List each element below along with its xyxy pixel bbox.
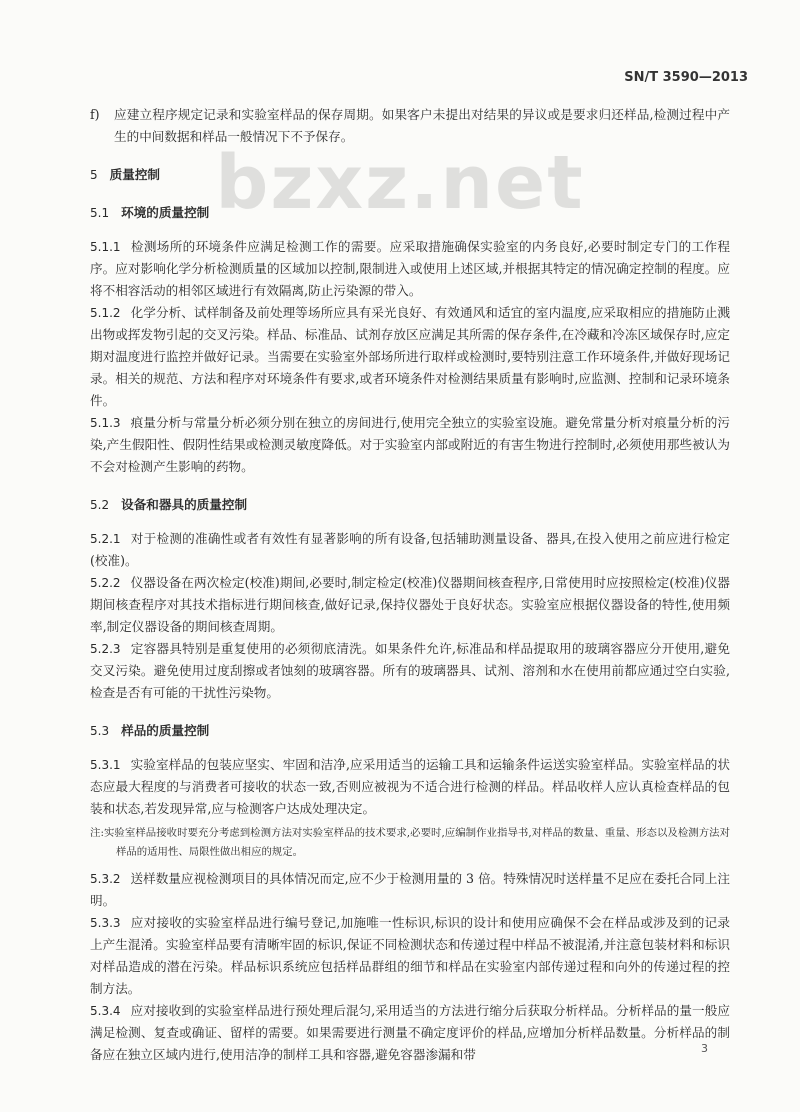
clause-text: 化学分析、试样制备及前处理等场所应具有采光良好、有效通风和适宜的室内温度,应采取相应的措施防止溅出物或挥发物引起的交叉污染。样品、标准品、试剂存放区应满足其所需的保存条件,在冷藏和冷冻区域保存时,应定期对温度进行监控并做好记录。当需要在实验室外部场所进行取样或检测时,要特别注意工作环境条件,并做好现场记录。相关的规范、方法和程序对环境条件有要求,或者环境条件对检测结果质量有影响时,应监测、控制和记录环境条件。 — [90, 305, 730, 408]
clause-number: 5.3.2 — [90, 872, 121, 886]
clause-5-3-3 — [90, 912, 730, 1000]
section-number: 5.2 — [90, 498, 110, 512]
section-number: 5.1 — [90, 206, 110, 220]
clause-number: 5.3.4 — [90, 1004, 121, 1018]
clause-text: 对于检测的准确性或者有效性有显著影响的所有设备,包括辅助测量设备、器具,在投入使用之前应进行检定(校准)。 — [90, 531, 730, 568]
section-title: 质量控制 — [109, 167, 161, 182]
clause-5-2-2 — [90, 572, 730, 638]
section-5-3-heading — [90, 720, 730, 742]
clause-number: 5.2.2 — [90, 576, 121, 590]
clause-text: 定容器具特别是重复使用的必须彻底清洗。如果条件允许,标准品和样品提取用的玻璃容器应分开使用,避免交叉污染。避免使用过度刮擦或者蚀刻的玻璃容器。所有的玻璃器具、试剂、溶剂和水在使用前都应通过空白实验,检查是否有可能的干扰性污染物。 — [90, 641, 730, 700]
section-title: 样品的质量控制 — [121, 723, 210, 738]
clause-5-1-2 — [90, 302, 730, 412]
clause-text: 送样数量应视检测项目的具体情况而定,应不少于检测用量的 3 倍。特殊情况时送样量不足应在委托合同上注明。 — [90, 871, 730, 908]
list-item-text: 应建立程序规定记录和实验室样品的保存周期。如果客户未提出对结果的异议或是要求归还样品,检测过程中产生的中间数据和样品一般情况下不予保存。 — [114, 107, 730, 144]
clause-number: 5.3.1 — [90, 758, 121, 772]
page-number: 3 — [701, 1042, 708, 1055]
list-item-f — [90, 104, 730, 148]
section-number: 5.3 — [90, 724, 110, 738]
clause-5-3-4 — [90, 1000, 730, 1066]
clause-5-3-2 — [90, 868, 730, 912]
section-5-2-heading — [90, 494, 730, 516]
clause-text: 痕量分析与常量分析必须分别在独立的房间进行,使用完全独立的实验室设施。避免常量分析对痕量分析的污染,产生假阳性、假阴性结果或检测灵敏度降低。对于实验室内部或附近的有害生物进行控制时,必须使用那些被认为不会对检测产生影响的药物。 — [90, 415, 730, 474]
clause-5-2-1 — [90, 528, 730, 572]
note-text: 注:实验室样品接收时要充分考虑到检测方法对实验室样品的技术要求,必要时,应编制作业指导书,对样品的数量、重量、形态以及检测方法对样品的适用性、局限性做出相应的规定。 — [90, 827, 730, 858]
section-title: 设备和器具的质量控制 — [121, 497, 248, 512]
section-5-heading — [90, 164, 730, 186]
clause-number: 5.1.1 — [90, 240, 121, 254]
clause-5-2-3 — [90, 638, 730, 704]
document-body — [90, 104, 730, 1066]
clause-number: 5.2.1 — [90, 532, 121, 546]
clause-text: 实验室样品的包装应坚实、牢固和洁净,应采用适当的运输工具和运输条件运送实验室样品。实验室样品的状态应最大程度的与消费者可接收的状态一致,否则应被视为不适合进行检测的样品。样品收样人应认真检查样品的包装和状态,若发现异常,应与检测客户达成处理决定。 — [90, 757, 730, 816]
clause-text: 检测场所的环境条件应满足检测工作的需要。应采取措施确保实验室的内务良好,必要时制定专门的工作程序。应对影响化学分析检测质量的区域加以控制,限制进入或使用上述区域,并根据其特定的情况确定控制的程度。应将不相容活动的相邻区域进行有效隔离,防止污染源的带入。 — [90, 239, 730, 298]
clause-text: 应对接收的实验室样品进行编号登记,加施唯一性标识,标识的设计和使用应确保不会在样品或涉及到的记录上产生混淆。实验室样品要有清晰牢固的标识,保证不同检测状态和传递过程中样品不被混淆,并注意包装材料和标识对样品造成的潜在污染。样品标识系统应包括样品群组的细节和样品在实验室内部传递过程和向外的传递过程的控制方法。 — [90, 915, 730, 996]
clause-number: 5.1.2 — [90, 306, 121, 320]
clause-5-1-3 — [90, 412, 730, 478]
list-item-label: f) — [90, 107, 100, 122]
clause-number: 5.1.3 — [90, 416, 121, 430]
section-title: 环境的质量控制 — [121, 205, 210, 220]
clause-text: 应对接收到的实验室样品进行预处理后混匀,采用适当的方法进行缩分后获取分析样品。分析样品的量一般应满足检测、复查或确证、留样的需要。如果需要进行测量不确定度评价的样品,应增加分析样品数量。分析样品的制备应在独立区域内进行,使用洁净的制样工具和容器,避免容器渗漏和带 — [90, 1003, 730, 1062]
clause-5-1-1 — [90, 236, 730, 302]
watermark-text: bzxz.net — [215, 140, 585, 226]
clause-text: 仪器设备在两次检定(校准)期间,必要时,制定检定(校准)仪器期间核查程序,日常使用时应按照检定(校准)仪器期间核查程序对其技术指标进行期间核查,做好记录,保持仪器处于良好状态。实验室应根据仪器设备的特性,使用频率,制定仪器设备的期间核查周期。 — [90, 575, 730, 634]
section-5-1-heading — [90, 202, 730, 224]
section-number: 5 — [90, 168, 98, 182]
clause-number: 5.2.3 — [90, 642, 121, 656]
standard-number: SN/T 3590—2013 — [624, 70, 748, 85]
clause-5-3-1 — [90, 754, 730, 820]
clause-number: 5.3.3 — [90, 916, 121, 930]
